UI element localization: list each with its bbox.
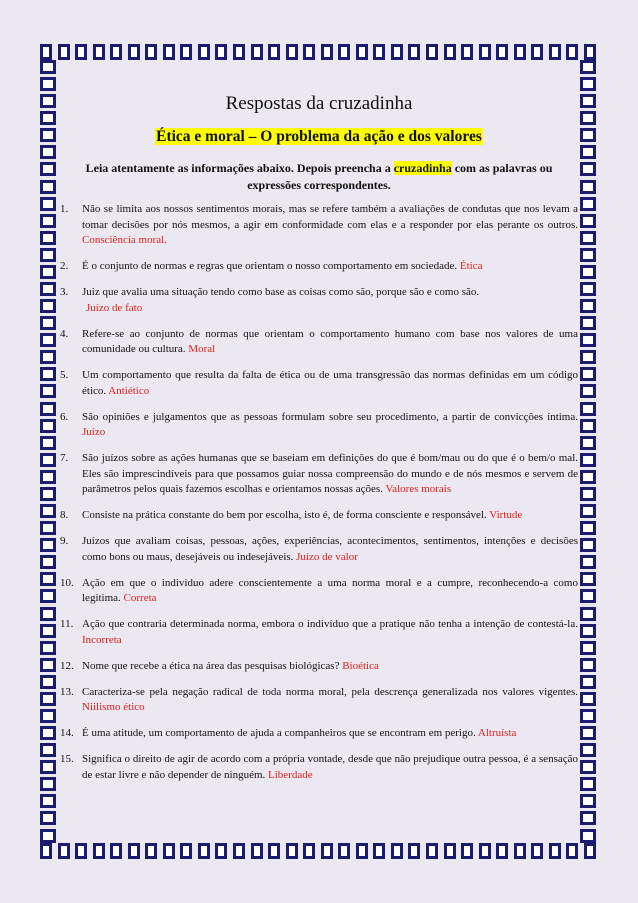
border-tile: [444, 44, 456, 60]
item-question: São opiniões e julgamentos que as pessoas formulam sobre seu procedimento, a partir de convicções íntima.: [82, 410, 578, 423]
border-tile: [40, 658, 56, 672]
border-tile: [580, 487, 596, 501]
border-tile: [40, 282, 56, 296]
border-tile: [268, 843, 280, 859]
border-tile: [514, 843, 526, 859]
border-tile: [531, 843, 543, 859]
border-tile: [408, 44, 420, 60]
border-tile: [580, 624, 596, 638]
border-tile: [110, 44, 122, 60]
border-tile: [338, 843, 350, 859]
border-tile: [479, 44, 491, 60]
border-tile: [373, 843, 385, 859]
item-text-block: [82, 285, 578, 316]
item-number: 8.: [60, 509, 69, 521]
item-text-block: [82, 451, 578, 498]
question-list: [60, 202, 578, 783]
border-tile: [40, 367, 56, 381]
item-text-block: [82, 576, 578, 607]
border-tile: [580, 794, 596, 808]
decorative-border-top: [40, 44, 596, 60]
item-text-block: [82, 726, 578, 742]
border-tile: [40, 180, 56, 194]
border-tile: [461, 44, 473, 60]
border-tile: [286, 843, 298, 859]
border-tile: [580, 350, 596, 364]
item-number: 13.: [60, 685, 74, 698]
list-item: [60, 327, 578, 358]
item-number: 12.: [60, 659, 74, 672]
item-question: Nome que recebe a ética na área das pesquisas biológicas?: [82, 659, 340, 672]
border-tile: [40, 453, 56, 467]
border-tile: [40, 607, 56, 621]
border-tile: [391, 843, 403, 859]
instructions: [60, 160, 578, 194]
border-tile: [40, 436, 56, 450]
list-item: [60, 617, 578, 648]
instructions-after: com as palavras ou expressões correspondentes.: [247, 161, 553, 192]
border-tile: [40, 572, 56, 586]
list-item: [60, 752, 578, 783]
border-tile: [40, 709, 56, 723]
border-tile: [580, 94, 596, 108]
border-tile: [40, 487, 56, 501]
border-tile: [145, 44, 157, 60]
border-tile: [40, 829, 56, 843]
border-tile: [163, 44, 175, 60]
item-answer: Valores morais: [385, 483, 452, 495]
border-tile: [251, 44, 263, 60]
item-question: Não se limita aos nossos sentimentos morais, mas se refere também a avaliações de condutas que nos levam a tomar decisões por nós mesmos, a agir em conformidade com elas e a responder por elas perante os outros.: [82, 203, 578, 231]
border-tile: [40, 145, 56, 159]
decorative-border-right: [580, 60, 596, 843]
item-question: Juiz que avalia uma situação tendo como base as coisas como são, porque são e como são.: [82, 286, 480, 298]
item-text-block: [82, 685, 578, 716]
border-tile: [40, 504, 56, 518]
item-answer: Juízo de fato: [86, 301, 143, 314]
instructions-highlight: cruzadinha: [393, 161, 452, 175]
list-item: [60, 726, 578, 742]
border-tile: [40, 214, 56, 228]
border-tile: [580, 299, 596, 313]
item-answer: Antiético: [108, 384, 150, 397]
border-tile: [356, 843, 368, 859]
border-tile: [580, 111, 596, 125]
item-question: Significa o direito de agir de acordo com a própria vontade, desde que não prejudique outra pessoa, é a sensação de estar livre e não depender de ninguém.: [82, 753, 578, 781]
item-answer: Correta: [123, 592, 157, 604]
border-tile: [40, 692, 56, 706]
item-answer: Consciência moral.: [82, 234, 167, 246]
border-tile: [479, 843, 491, 859]
item-number: 7.: [60, 452, 69, 464]
item-text-block: [82, 659, 578, 675]
border-tile: [58, 44, 70, 60]
list-item: [60, 451, 578, 498]
border-tile: [40, 265, 56, 279]
document-content: [60, 92, 578, 794]
border-tile: [40, 60, 56, 74]
border-tile: [373, 44, 385, 60]
subtitle-text: Ética e moral – O problema da ação e dos valores: [156, 128, 482, 145]
border-tile: [580, 607, 596, 621]
item-text-block: [82, 752, 578, 783]
border-tile: [580, 367, 596, 381]
border-tile: [40, 760, 56, 774]
border-tile: [461, 843, 473, 859]
border-tile: [40, 94, 56, 108]
document-subtitle: [60, 128, 578, 146]
border-tile: [580, 811, 596, 825]
item-question: Caracteriza-se pela negação radical de toda norma moral, pela descrença generalizada nos valores vigentes.: [82, 685, 578, 698]
list-item: [60, 685, 578, 716]
border-tile: [58, 843, 70, 859]
border-tile: [40, 589, 56, 603]
border-tile: [514, 44, 526, 60]
border-tile: [128, 843, 140, 859]
border-tile: [356, 44, 368, 60]
list-item: [60, 285, 578, 316]
item-question: Juízos que avaliam coisas, pessoas, ações, experiências, acontecimentos, sentimentos, intenções e decisões como bons ou maus, desejáveis ou indesejáveis.: [82, 535, 578, 563]
border-tile: [391, 44, 403, 60]
border-tile: [426, 843, 438, 859]
border-tile: [198, 843, 210, 859]
border-tile: [580, 231, 596, 245]
border-tile: [145, 843, 157, 859]
item-number: 5.: [60, 369, 69, 381]
border-tile: [233, 44, 245, 60]
border-tile: [444, 843, 456, 859]
border-tile: [40, 624, 56, 638]
border-tile: [580, 641, 596, 655]
border-tile: [321, 44, 333, 60]
border-tile: [93, 44, 105, 60]
instructions-before: Leia atentamente as informações abaixo. Depois preencha a: [85, 161, 394, 175]
border-tile: [128, 44, 140, 60]
border-tile: [180, 44, 192, 60]
border-tile: [75, 44, 87, 60]
border-tile: [233, 843, 245, 859]
item-text-block: [82, 534, 578, 565]
border-tile: [40, 538, 56, 552]
border-tile: [580, 504, 596, 518]
border-tile: [580, 180, 596, 194]
list-item: [60, 368, 578, 399]
item-answer: Liberdade: [268, 768, 313, 781]
item-answer: Juízo: [82, 426, 106, 438]
border-tile: [40, 521, 56, 535]
border-tile: [180, 843, 192, 859]
item-number: 6.: [60, 410, 69, 423]
border-tile: [268, 44, 280, 60]
border-tile: [40, 333, 56, 347]
border-tile: [198, 44, 210, 60]
border-tile: [40, 794, 56, 808]
border-tile: [580, 60, 596, 74]
border-tile: [580, 162, 596, 176]
item-answer: Moral: [188, 343, 216, 355]
item-question: Ação que contraria determinada norma, embora o indivíduo que a pratique não tenha a intenção de contestá-la.: [82, 618, 578, 630]
border-tile: [580, 829, 596, 843]
item-question: Ação em que o individuo adere conscientemente a uma norma moral e a cumpre, reconhecendo-a como legitima.: [82, 576, 578, 604]
border-tile: [408, 843, 420, 859]
item-answer: Virtude: [489, 509, 523, 521]
border-tile: [286, 44, 298, 60]
border-tile: [40, 402, 56, 416]
border-tile: [75, 843, 87, 859]
border-tile: [580, 436, 596, 450]
list-item: [60, 576, 578, 607]
item-text-block: [82, 368, 578, 399]
border-tile: [580, 145, 596, 159]
border-tile: [580, 316, 596, 330]
item-answer: Incorreta: [82, 633, 122, 646]
item-text-block: [82, 259, 578, 275]
border-tile: [110, 843, 122, 859]
border-tile: [580, 658, 596, 672]
border-tile: [580, 214, 596, 228]
item-text-block: [82, 508, 578, 524]
border-tile: [580, 419, 596, 433]
border-tile: [40, 726, 56, 740]
border-tile: [338, 44, 350, 60]
border-tile: [531, 44, 543, 60]
border-tile: [580, 470, 596, 484]
border-tile: [584, 44, 596, 60]
border-tile: [549, 44, 561, 60]
border-tile: [580, 675, 596, 689]
border-tile: [40, 811, 56, 825]
border-tile: [549, 843, 561, 859]
border-tile: [426, 44, 438, 60]
decorative-border-bottom: [40, 843, 596, 859]
border-tile: [566, 44, 578, 60]
border-tile: [40, 248, 56, 262]
list-item: [60, 508, 578, 524]
decorative-border-left: [40, 60, 56, 843]
item-answer: Bioética: [342, 659, 379, 672]
border-tile: [40, 316, 56, 330]
border-tile: [580, 453, 596, 467]
item-number: 4.: [60, 327, 69, 340]
border-tile: [580, 777, 596, 791]
border-tile: [40, 162, 56, 176]
border-tile: [215, 44, 227, 60]
item-text-block: [82, 410, 578, 441]
border-tile: [40, 843, 52, 859]
item-text-block: [82, 617, 578, 648]
border-tile: [40, 641, 56, 655]
border-tile: [580, 248, 596, 262]
border-tile: [321, 843, 333, 859]
border-tile: [580, 282, 596, 296]
border-tile: [580, 384, 596, 398]
border-tile: [40, 555, 56, 569]
border-tile: [496, 843, 508, 859]
border-tile: [580, 197, 596, 211]
border-tile: [580, 709, 596, 723]
item-question: São juízos sobre as ações humanas que se baseiam em definições do que é bom/mau ou do que é o bem/o mal. Eles são imprescindíveis para que possamos guiar nossa compreensão do mundo e de nós mesmos e servem de parâmetros pelos quais fazemos escolhas e orientamos nossas ações.: [82, 452, 578, 495]
document-title: Respostas da cruzadinha: [225, 93, 413, 114]
border-tile: [215, 843, 227, 859]
border-tile: [303, 44, 315, 60]
border-tile: [580, 538, 596, 552]
border-tile: [40, 675, 56, 689]
border-tile: [40, 197, 56, 211]
item-answer: Niilismo ético: [82, 701, 145, 713]
item-answer: Juízo de valor: [296, 550, 358, 563]
list-item: [60, 410, 578, 441]
item-number: 15.: [60, 753, 74, 765]
item-number: 11.: [60, 618, 74, 630]
border-tile: [580, 402, 596, 416]
list-item: [60, 202, 578, 249]
border-tile: [580, 589, 596, 603]
item-number: 14.: [60, 727, 74, 739]
item-question: Refere-se ao conjunto de normas que orientam o comportamento humano com base nos valores de uma comunidade ou cultura.: [82, 327, 578, 355]
border-tile: [40, 128, 56, 142]
item-number: 2.: [60, 260, 69, 272]
border-tile: [580, 128, 596, 142]
list-item: [60, 534, 578, 565]
border-tile: [496, 44, 508, 60]
item-number: 3.: [60, 286, 69, 298]
item-answer: Ética: [459, 260, 483, 272]
border-tile: [580, 521, 596, 535]
list-item: [60, 259, 578, 275]
border-tile: [93, 843, 105, 859]
border-tile: [580, 555, 596, 569]
border-tile: [580, 760, 596, 774]
item-answer: Altruísta: [477, 727, 517, 739]
border-tile: [251, 843, 263, 859]
border-tile: [303, 843, 315, 859]
item-question: É o conjunto de normas e regras que orientam o nosso comportamento em sociedade.: [82, 260, 458, 272]
list-item: [60, 659, 578, 675]
item-question: Consiste na prática constante do bem por escolha, isto é, de forma consciente e responsável.: [82, 509, 487, 521]
border-tile: [566, 843, 578, 859]
border-tile: [580, 77, 596, 91]
item-text-block: [82, 327, 578, 358]
border-tile: [40, 111, 56, 125]
border-tile: [580, 333, 596, 347]
border-tile: [580, 743, 596, 757]
item-number: 9.: [60, 535, 69, 547]
item-question: Um comportamento que resulta da falta de ética ou de uma transgressão das normas definidas em um código ético.: [82, 369, 578, 397]
border-tile: [163, 843, 175, 859]
border-tile: [40, 44, 52, 60]
item-number: 1.: [60, 203, 69, 215]
border-tile: [40, 299, 56, 313]
border-tile: [40, 470, 56, 484]
border-tile: [580, 265, 596, 279]
border-tile: [580, 692, 596, 706]
item-text-block: [82, 202, 578, 249]
item-question: É uma atitude, um comportamento de ajuda a companheiros que se encontram em perigo.: [82, 727, 476, 739]
border-tile: [580, 726, 596, 740]
border-tile: [40, 350, 56, 364]
border-tile: [40, 743, 56, 757]
border-tile: [40, 419, 56, 433]
item-number: 10.: [60, 576, 74, 589]
border-tile: [40, 384, 56, 398]
border-tile: [40, 777, 56, 791]
border-tile: [584, 843, 596, 859]
border-tile: [580, 572, 596, 586]
border-tile: [40, 231, 56, 245]
border-tile: [40, 77, 56, 91]
